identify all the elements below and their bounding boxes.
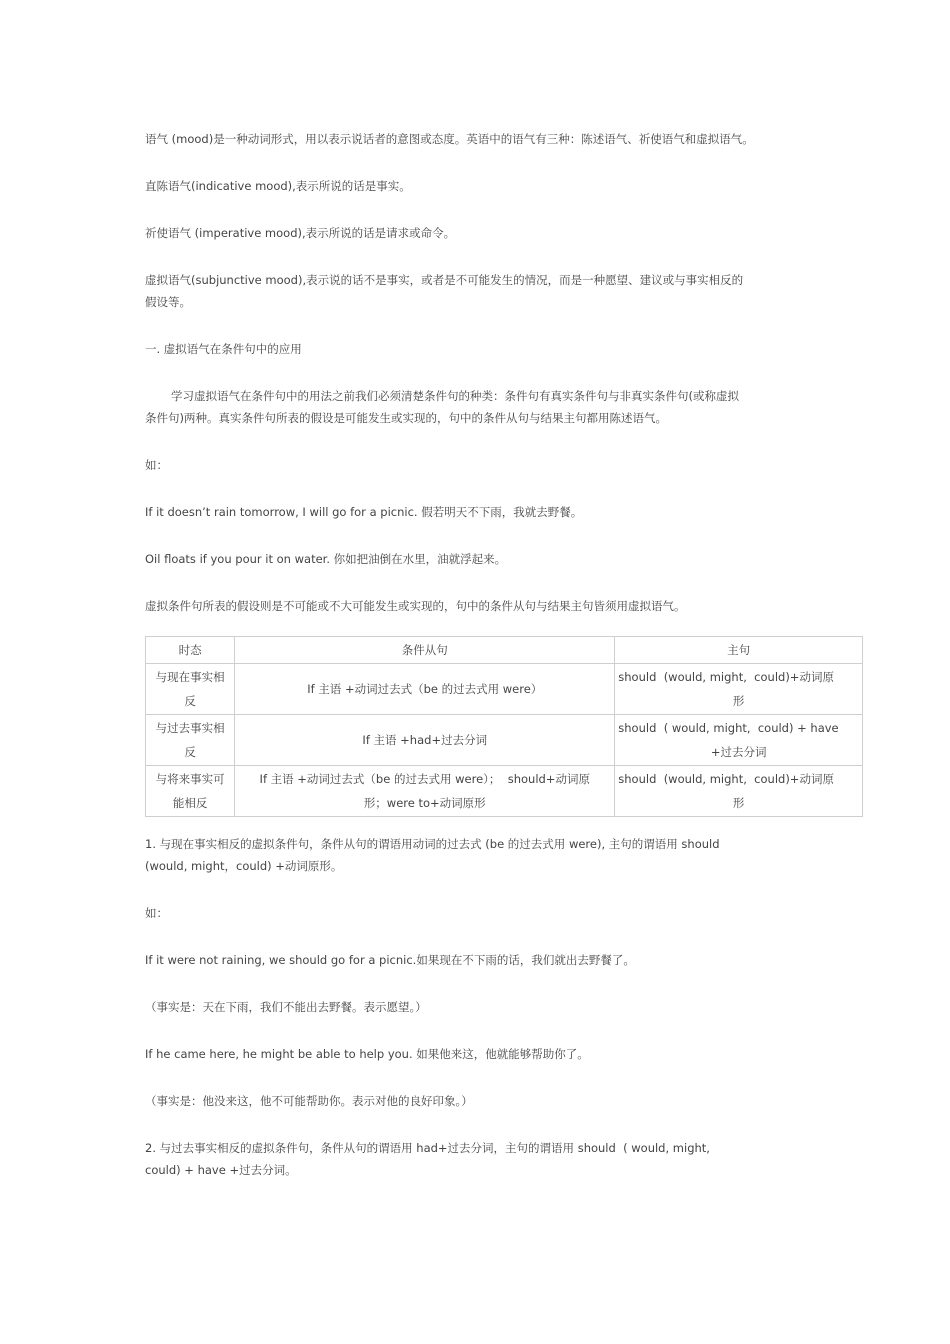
tense-cell-line: 反 bbox=[184, 745, 196, 759]
main-clause-line: 形 bbox=[732, 796, 745, 810]
example-sentence: If it doesn’t rain tomorrow, I will go for a picnic. 假若明天不下雨，我就去野餐。 bbox=[145, 505, 583, 519]
tense-cell-line: 与过去事实相 bbox=[155, 721, 225, 735]
header-main-clause: 主句 bbox=[615, 637, 863, 664]
table-row bbox=[146, 766, 863, 817]
point-1-paragraph bbox=[145, 833, 835, 877]
condition-clause-line: If 主语 +动词过去式（be 的过去式用 were）； should+动词原 bbox=[259, 772, 590, 786]
point-2-line-1: 2. 与过去事实相反的虚拟条件句，条件从句的谓语用 had+过去分词，主句的谓语用 should ( would, might, bbox=[145, 1141, 710, 1155]
intro-paragraph: 语气 (mood)是一种动词形式，用以表示说话者的意图或态度。英语中的语气有三种：陈述语气、祈使语气和虚拟语气。 bbox=[145, 132, 754, 146]
condition-clause-cell: If 主语 +had+过去分词 bbox=[235, 715, 615, 766]
section-1-paragraph bbox=[145, 385, 835, 429]
fact-note: （事实是：他没来这，他不可能帮助你。表示对他的良好印象。） bbox=[145, 1094, 473, 1108]
imperative-paragraph: 祈使语气 (imperative mood),表示所说的话是请求或命令。 bbox=[145, 226, 456, 240]
section-1-title: 一. 虚拟语气在条件句中的应用 bbox=[145, 342, 302, 356]
main-clause-line: 形 bbox=[732, 694, 745, 708]
indicative-paragraph: 直陈语气(indicative mood),表示所说的话是事实。 bbox=[145, 179, 411, 193]
example-label: 如： bbox=[145, 458, 168, 472]
tense-cell-line: 反 bbox=[184, 694, 196, 708]
tense-cell-line: 与现在事实相 bbox=[155, 670, 225, 684]
fact-note: （事实是：天在下雨，我们不能出去野餐。表示愿望。） bbox=[145, 1000, 427, 1014]
header-condition-clause: 条件从句 bbox=[235, 637, 615, 664]
table-row bbox=[146, 715, 863, 766]
condition-clause-cell: If 主语 +动词过去式（be 的过去式用 were） bbox=[235, 664, 615, 715]
table-row bbox=[146, 664, 863, 715]
subjunctive-line-2: 假设等。 bbox=[145, 295, 191, 309]
main-clause-cell bbox=[615, 715, 863, 766]
main-clause-cell bbox=[615, 766, 863, 817]
document-body bbox=[145, 128, 839, 1206]
example-sentence: Oil floats if you pour it on water. 你如把油倒在水里，油就浮起来。 bbox=[145, 552, 507, 566]
tense-cell bbox=[146, 766, 235, 817]
example-label: 如： bbox=[145, 906, 168, 920]
example-sentence: If he came here, he might be able to help you. 如果他来这，他就能够帮助你了。 bbox=[145, 1047, 589, 1061]
table-header-row bbox=[146, 637, 863, 664]
section-1-line-2: 条件句)两种。真实条件句所表的假设是可能发生或实现的，句中的条件从句与结果主句都用陈述语气。 bbox=[145, 411, 667, 425]
main-clause-line: +过去分词 bbox=[710, 745, 767, 759]
condition-clause-cell bbox=[235, 766, 615, 817]
example-sentence: If it were not raining, we should go for a picnic.如果现在不下雨的话，我们就出去野餐了。 bbox=[145, 953, 635, 967]
tense-cell-line: 能相反 bbox=[172, 796, 208, 810]
conditional-tense-table bbox=[145, 636, 863, 817]
subjunctive-line-1: 虚拟语气(subjunctive mood),表示说的话不是事实，或者是不可能发生的情况，而是一种愿望、建议或与事实相反的 bbox=[145, 273, 744, 287]
tense-cell bbox=[146, 715, 235, 766]
unreal-condition-intro: 虚拟条件句所表的假设则是不可能或不大可能发生或实现的，句中的条件从句与结果主句皆须用虚拟语气。 bbox=[145, 599, 686, 613]
main-clause-line: should ( would, might, could) + have bbox=[618, 721, 839, 735]
tense-cell bbox=[146, 664, 235, 715]
main-clause-cell bbox=[615, 664, 863, 715]
condition-clause-line: 形；were to+动词原形 bbox=[363, 796, 486, 810]
point-1-line-2: (would, might，could) +动词原形。 bbox=[145, 859, 343, 873]
point-2-paragraph bbox=[145, 1137, 835, 1181]
main-clause-line: should (would, might, could)+动词原 bbox=[618, 772, 834, 786]
subjunctive-paragraph bbox=[145, 269, 835, 313]
tense-cell-line: 与将来事实可 bbox=[155, 772, 225, 786]
point-2-line-2: could) + have +过去分词。 bbox=[145, 1163, 297, 1177]
header-tense: 时态 bbox=[146, 637, 235, 664]
section-1-line-1: 学习虚拟语气在条件句中的用法之前我们必须清楚条件句的种类：条件句有真实条件句与非真实条件句(或称虚拟 bbox=[171, 389, 739, 403]
main-clause-line: should (would, might, could)+动词原 bbox=[618, 670, 834, 684]
point-1-line-1: 1. 与现在事实相反的虚拟条件句，条件从句的谓语用动词的过去式 (be 的过去式用 were), 主句的谓语用 should bbox=[145, 837, 720, 851]
